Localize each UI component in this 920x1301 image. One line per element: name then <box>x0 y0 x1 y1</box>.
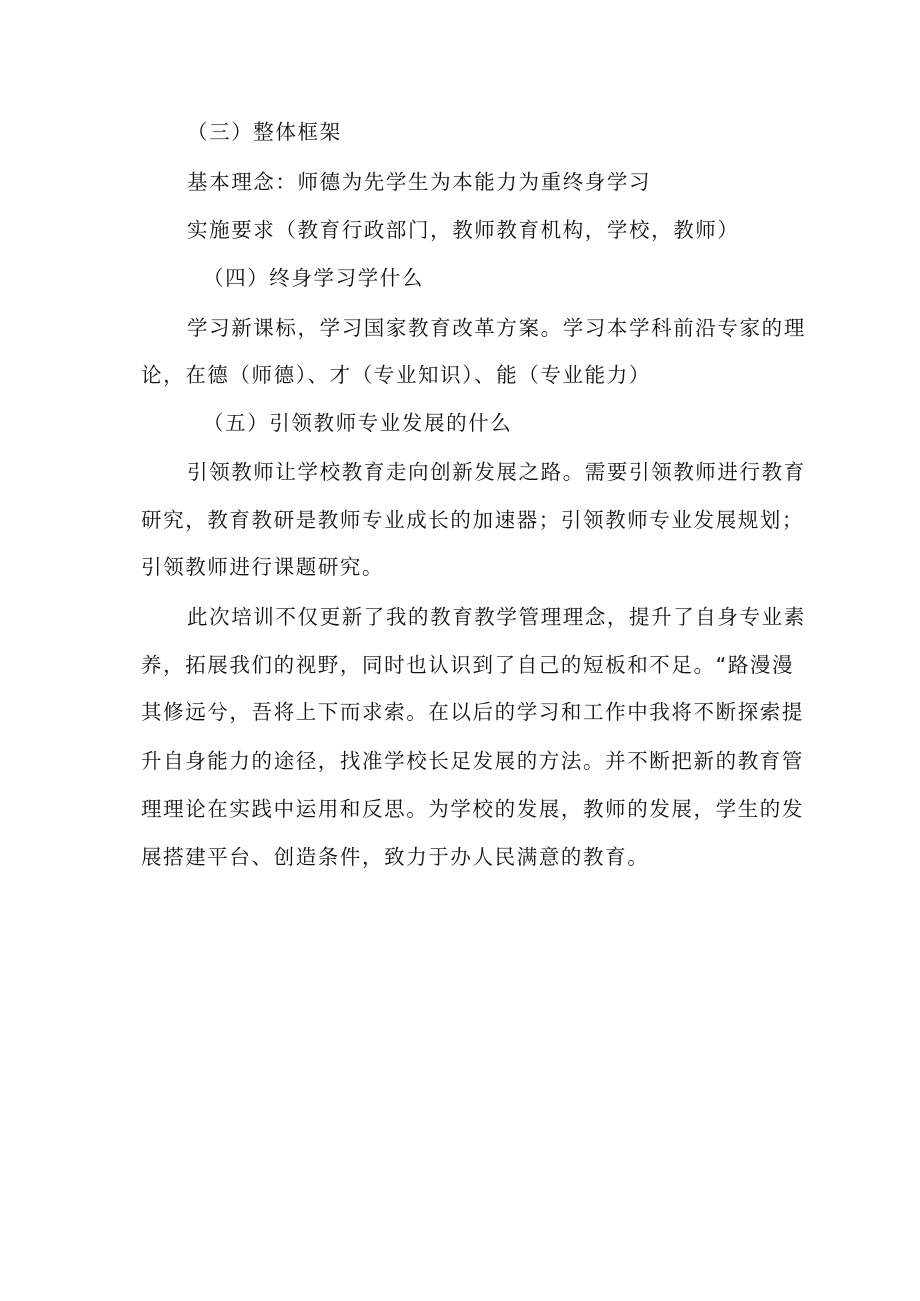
heading-lead-teachers: （五）引领教师专业发展的什么 <box>203 411 513 435</box>
heading-lifelong-learning: （四）终身学习学什么 <box>203 266 424 290</box>
paragraph-lead-teachers-line-3: 引领教师进行课题研究。 <box>141 555 385 579</box>
paragraph-lifelong-learning-line-2: 论，在德（师德）、才（专业知识）、能（专业能力） <box>141 363 651 387</box>
heading-overall-framework: （三）整体框架 <box>187 120 342 144</box>
conclusion-line-6: 展搭建平台、创造条件，致力于办人民满意的教育。 <box>141 845 650 869</box>
paragraph-lead-teachers-line-2: 研究，教育教研是教师专业成长的加速器；引领教师专业发展规划； <box>141 508 804 532</box>
conclusion-line-5: 理理论在实践中运用和反思。为学校的发展，教师的发展，学生的发 <box>141 797 804 821</box>
conclusion-line-1: 此次培训不仅更新了我的教育教学管理理念，提升了自身专业素 <box>187 605 806 629</box>
conclusion-line-4: 升自身能力的途径，找准学校长足发展的方法。并不断把新的教育管 <box>141 749 804 773</box>
basic-concept-line: 基本理念：师德为先学生为本能力为重终身学习 <box>187 170 652 194</box>
conclusion-line-2: 养，拓展我们的视野，同时也认识到了自己的短板和不足。“路漫漫 <box>141 653 795 677</box>
paragraph-lead-teachers-line-1: 引领教师让学校教育走向创新发展之路。需要引领教师进行教育 <box>187 460 806 484</box>
paragraph-lifelong-learning-line-1: 学习新课标，学习国家教育改革方案。学习本学科前沿专家的理 <box>187 316 806 340</box>
implementation-requirements-line: 实施要求（教育行政部门，教师教育机构，学校，教师） <box>187 218 740 242</box>
conclusion-line-3: 其修远兮，吾将上下而求索。在以后的学习和工作中我将不断探索提 <box>141 700 804 724</box>
